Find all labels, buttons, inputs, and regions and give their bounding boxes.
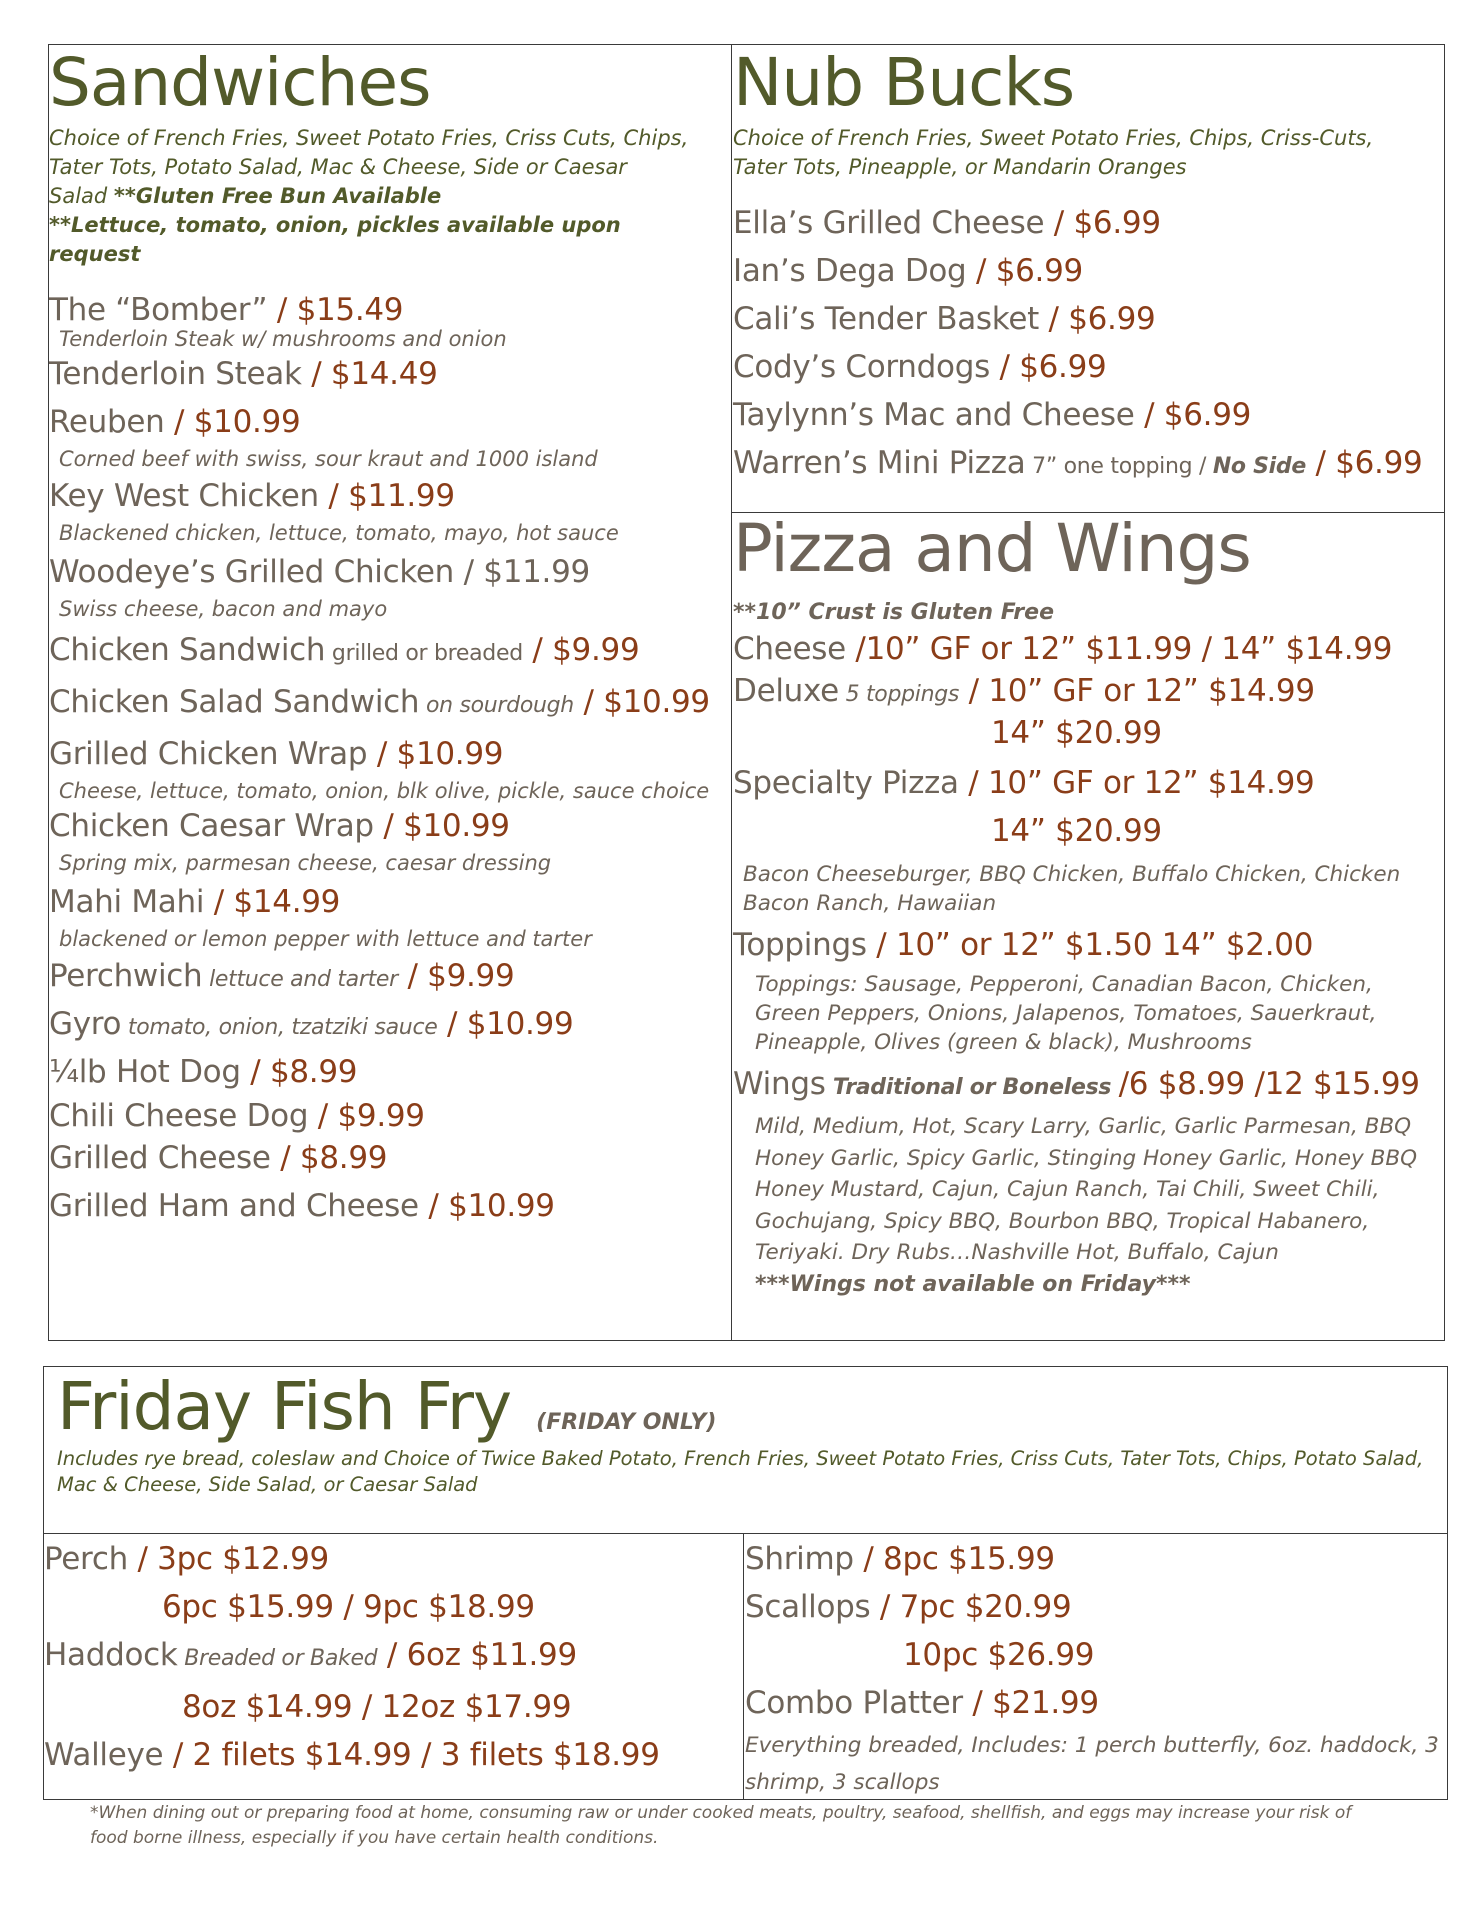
- fish-fry-header-divider: [43, 1533, 1448, 1534]
- gluten-free-bun-note: **Gluten Free Bun Available: [113, 184, 442, 208]
- sandwiches-intro: [49, 124, 689, 269]
- item-description: Corned beef with swiss, sour kraut and 1000 island: [59, 447, 598, 471]
- menu-item: Haddock Breaded or Baked / 6oz $11.99: [44, 1637, 577, 1673]
- nub-bucks-section: [733, 44, 1441, 486]
- sandwiches-sides-text: Choice of French Fries, Sweet Potato Fries, Criss Cuts, Chips, Tater Tots, Potato Salad, Mac & Cheese, Side or Caesar Salad: [49, 126, 689, 208]
- menu-item: Chicken Caesar Wrap / $10.99: [49, 808, 510, 844]
- item-description: Swiss cheese, bacon and mayo: [59, 597, 388, 621]
- menu-item: Grilled Chicken Wrap / $10.99: [49, 736, 504, 772]
- item-description: Cheese, lettuce, tomato, onion, blk olive, pickle, sauce choice: [59, 779, 710, 803]
- menu-item: Perchwich lettuce and tarter / $9.99: [49, 958, 515, 994]
- item-description: Spring mix, parmesan cheese, caesar dressing: [59, 851, 552, 875]
- fish-fry-right: [745, 1535, 1445, 1801]
- menu-item: Chicken Sandwich grilled or breaded / $9.99: [49, 632, 640, 668]
- menu-item: Chili Cheese Dog / $9.99: [49, 1098, 425, 1134]
- fish-fry-header: [57, 1368, 1437, 1498]
- menu-item: Deluxe 5 toppings / 10” GF or 12” $14.99: [733, 673, 1315, 709]
- fish-fry-title: Friday Fish Fry: [57, 1368, 512, 1445]
- toppings-upon-request-note: **Lettuce, tomato, onion, pickles available upon request: [49, 213, 621, 266]
- menu-item: Reuben / $10.99: [49, 404, 301, 440]
- menu-item: Walleye / 2 filets $14.99 / 3 filets $18.99: [44, 1737, 660, 1773]
- food-safety-disclaimer: *When dining out or preparing food at home, consuming raw or under cooked meats, poultry, seafood, shellfish, and eggs may increase your risk of food borne illness, especially if you have certain health conditions.: [90, 1803, 1352, 1848]
- item-description: Blackened chicken, lettuce, tomato, mayo, hot sauce: [59, 521, 619, 545]
- wings-friday-note: ***Wings not available on Friday***: [755, 1271, 1191, 1297]
- menu-item: Tenderloin Steak / $14.49: [49, 356, 438, 392]
- menu-item: Specialty Pizza / 10” GF or 12” $14.99: [733, 765, 1315, 801]
- menu-item: Chicken Salad Sandwich on sourdough / $10.99: [49, 684, 710, 720]
- menu-item: Ella’s Grilled Cheese / $6.99: [733, 205, 1161, 241]
- menu-item: Key West Chicken / $11.99: [49, 478, 455, 514]
- menu-item: Grilled Ham and Cheese / $10.99: [49, 1188, 555, 1224]
- menu-item: Warren’s Mini Pizza 7” one topping / No Side / $6.99: [733, 445, 1423, 481]
- menu-item: Woodeye’s Grilled Chicken / $11.99: [49, 554, 590, 590]
- combo-description: Everything breaded, Includes: 1 perch butterfly, 6oz. haddock, 3 shrimp, 3 scallops: [745, 1733, 1439, 1795]
- fish-fry-left: [44, 1535, 739, 1779]
- menu-item: Shrimp / 8pc $15.99: [745, 1541, 1055, 1577]
- wing-flavors-description: Mild, Medium, Hot, Scary Larry, Garlic, Garlic Parmesan, BBQ Honey Garlic, Spicy Garlic, Stinging Honey Garlic, Honey BBQ Honey Mustard, Cajun, Cajun Ranch, Tai Chili, Sweet Chili, Gochujang, Spicy BBQ, Bourbon BBQ, Tropical Habanero, Teriyaki. Dry Rubs…Nashville Hot, Buffalo, Cajun: [755, 1114, 1418, 1265]
- nub-bucks-intro: Choice of French Fries, Sweet Potato Fries, Chips, Criss-Cuts, Tater Tots, Pineapple, or Mandarin Oranges: [733, 126, 1374, 179]
- menu-item: Cody’s Corndogs / $6.99: [733, 349, 1107, 385]
- item-description: blackened or lemon pepper with lettuce and tarter: [59, 927, 592, 951]
- sandwiches-section: [49, 44, 727, 1225]
- price-continuation: 6pc $15.99 / 9pc $18.99: [162, 1589, 535, 1625]
- price-continuation: 14” $20.99: [991, 715, 1162, 751]
- item-description: Tenderloin Steak w/ mushrooms and onion: [59, 327, 507, 351]
- sandwiches-title: Sandwiches: [49, 44, 431, 121]
- menu-item: Combo Platter / $21.99: [745, 1685, 1099, 1721]
- pizza-wings-section: [733, 510, 1441, 1300]
- menu-item: Mahi Mahi / $14.99: [49, 884, 341, 920]
- specialty-description: Bacon Cheeseburger, BBQ Chicken, Buffalo Chicken, Chicken Bacon Ranch, Hawaiian: [743, 862, 1401, 916]
- menu-item: Wings Traditional or Boneless /6 $8.99 /12 $15.99: [733, 1066, 1420, 1102]
- menu-item: Scallops / 7pc $20.99: [745, 1589, 1072, 1625]
- fish-fry-column-divider: [743, 1533, 744, 1800]
- menu-item: Ian’s Dega Dog / $6.99: [733, 253, 1083, 289]
- menu-item: Cali’s Tender Basket / $6.99: [733, 301, 1156, 337]
- price-continuation: 8oz $14.99 / 12oz $17.99: [182, 1689, 572, 1725]
- menu-item: Gyro tomato, onion, tzatziki sauce / $10.99: [49, 1006, 574, 1042]
- pizza-wings-title: Pizza and Wings: [733, 510, 1251, 587]
- price-continuation: 10pc $26.99: [903, 1637, 1095, 1673]
- price-continuation: 14” $20.99: [991, 813, 1162, 849]
- menu-item: Perch / 3pc $12.99: [44, 1541, 329, 1577]
- gluten-free-crust-note: **10” Crust is Gluten Free: [733, 600, 1054, 625]
- nub-bucks-title: Nub Bucks: [733, 44, 1075, 121]
- friday-only-note: (FRIDAY ONLY): [536, 1410, 717, 1435]
- menu-item: Taylynn’s Mac and Cheese / $6.99: [733, 397, 1252, 433]
- menu-item: Toppings / 10” or 12” $1.50 14” $2.00: [733, 927, 1314, 963]
- fish-fry-intro: Includes rye bread, coleslaw and Choice of Twice Baked Potato, French Fries, Sweet Potato Fries, Criss Cuts, Tater Tots, Chips, Potato Salad, Mac & Cheese, Side Salad, or Caesar Salad: [57, 1447, 1424, 1496]
- menu-item: Cheese /10” GF or 12” $11.99 / 14” $14.99: [733, 631, 1393, 667]
- menu-item: ¼lb Hot Dog / $8.99: [49, 1054, 358, 1090]
- top-column-divider: [731, 44, 732, 1341]
- menu-item: The “Bomber” / $15.49: [49, 292, 404, 328]
- toppings-description: Toppings: Sausage, Pepperoni, Canadian Bacon, Chicken, Green Peppers, Onions, Jalapenos, Tomatoes, Sauerkraut, Pineapple, Olives (green & black), Mushrooms: [755, 972, 1377, 1055]
- menu-item: Grilled Cheese / $8.99: [49, 1140, 388, 1176]
